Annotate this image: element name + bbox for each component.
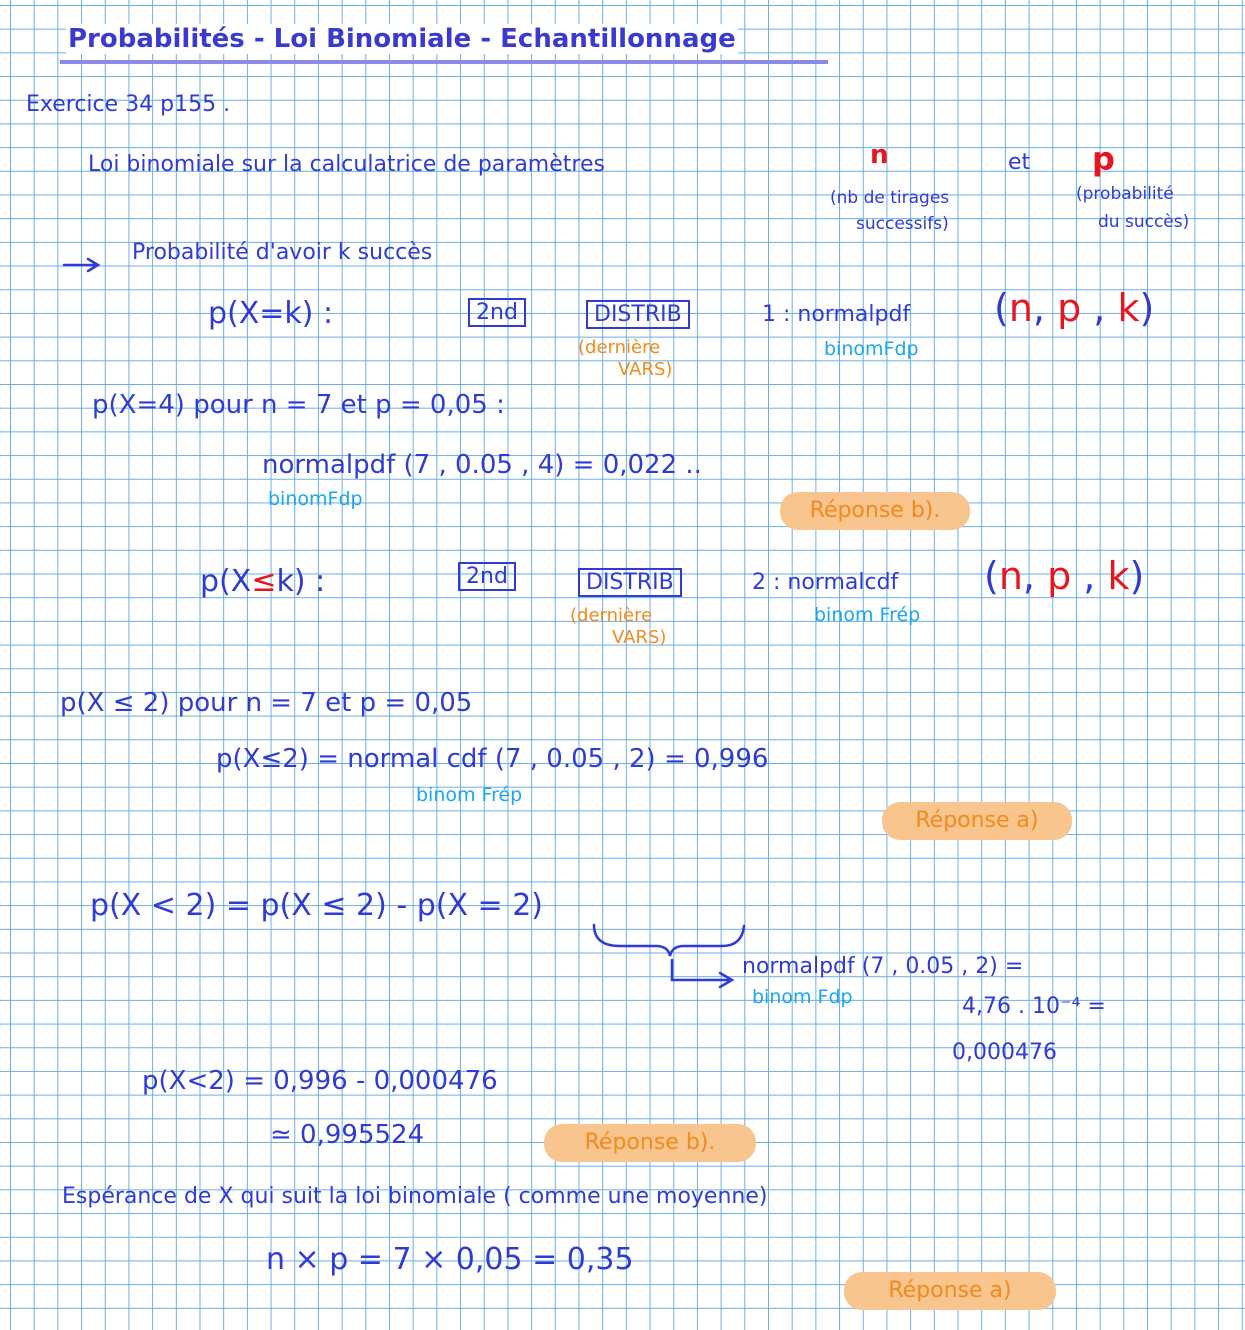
approx-value: ≃ 0,995524 — [270, 1120, 425, 1150]
plt2-line: p(X < 2) = p(X ≤ 2) - p(X = 2) — [90, 888, 544, 923]
arg-k: k — [1117, 286, 1140, 330]
arg2-k: k — [1107, 554, 1130, 598]
key-distrib-2: DISTRIB — [578, 568, 682, 597]
arg2-sep-2: , — [1071, 554, 1108, 598]
probability-heading: Probabilité d'avoir k succès — [132, 240, 433, 265]
arg2-n: n — [998, 554, 1023, 598]
arg-p: p — [1057, 286, 1082, 330]
args2-close-paren: ) — [1129, 554, 1145, 598]
decimal-value: 0,000476 — [952, 1040, 1057, 1065]
param-p: p — [1092, 140, 1115, 178]
answer-badge-4: Réponse a) — [844, 1272, 1056, 1310]
esperance-calc: n × p = 7 × 0,05 = 0,35 — [266, 1242, 634, 1277]
bullet-arrow-icon — [64, 259, 98, 271]
n-description-2: successifs) — [856, 214, 949, 234]
pleq-leq-sign: ≤ — [251, 564, 277, 599]
menu-item-normalpdf: 1 : normalpdf — [762, 302, 911, 327]
sci-value: 4,76 . 10⁻⁴ = — [962, 994, 1106, 1019]
underbrace-icon — [594, 925, 744, 956]
pleq-equation-b: k) : — [276, 564, 326, 599]
key-2nd: 2nd — [468, 298, 526, 327]
pk-equation: p(X=k) : — [208, 296, 334, 331]
orange-note-2b: VARS) — [612, 627, 667, 648]
pleq2-line: p(X ≤ 2) pour n = 7 et p = 0,05 — [60, 688, 473, 718]
orange-note-1b: VARS) — [618, 359, 673, 380]
pleq-equation-a: p(X — [200, 564, 252, 599]
arg-n: n — [1008, 286, 1033, 330]
key-2nd-2: 2nd — [458, 562, 516, 591]
hook-arrow-icon — [672, 960, 732, 987]
p-description-1: (probabilité — [1076, 184, 1174, 204]
arg-sep-2: , — [1081, 286, 1118, 330]
answer-badge-1: Réponse b). — [780, 492, 970, 530]
binomfrep-label-2: binom Frép — [416, 784, 523, 806]
binomfdp-label-1: binomFdp — [824, 338, 919, 360]
param-et: et — [1008, 150, 1031, 175]
args-close-paren: ) — [1139, 286, 1155, 330]
key-distrib: DISTRIB — [586, 300, 690, 329]
answer-badge-2: Réponse a) — [882, 802, 1072, 840]
calc-normalpdf-2: normalpdf (7 , 0.05 , 2) = — [742, 954, 1024, 979]
args2-open-paren: ( — [984, 554, 999, 598]
binomfdp-label-3: binom Fdp — [752, 986, 853, 1008]
px4-line: p(X=4) pour n = 7 et p = 0,05 : — [92, 390, 505, 420]
binomfrep-label-1: binom Frép — [814, 604, 921, 626]
page-title: Probabilités - Loi Binomiale - Echantillonnage — [68, 24, 736, 54]
orange-note-1a: (dernière — [578, 337, 661, 358]
binomfdp-label-2: binomFdp — [268, 488, 363, 510]
param-n: n — [870, 140, 889, 170]
calc-normalcdf: p(X≤2) = normal cdf (7 , 0.05 , 2) = 0,996 — [216, 744, 769, 774]
law-line: Loi binomiale sur la calculatrice de paramètres — [88, 152, 605, 177]
orange-note-2a: (dernière — [570, 605, 653, 626]
answer-badge-3: Réponse b). — [544, 1124, 756, 1162]
arg-sep-1: , — [1032, 286, 1058, 330]
exercise-heading: Exercice 34 p155 . — [26, 92, 231, 117]
n-description-1: (nb de tirages — [830, 188, 950, 208]
p-description-2: du succès) — [1098, 212, 1190, 232]
calc-normalpdf-1: normalpdf (7 , 0.05 , 4) = 0,022 .. — [262, 450, 702, 480]
esperance-line: Espérance de X qui suit la loi binomiale ( comme une moyenne) — [62, 1184, 768, 1209]
arg2-p: p — [1047, 554, 1072, 598]
arg2-sep-1: , — [1022, 554, 1048, 598]
args-open-paren: ( — [994, 286, 1009, 330]
menu-item-normalcdf: 2 : normalcdf — [752, 570, 899, 595]
plt2-calc: p(X<2) = 0,996 - 0,000476 — [142, 1066, 498, 1096]
